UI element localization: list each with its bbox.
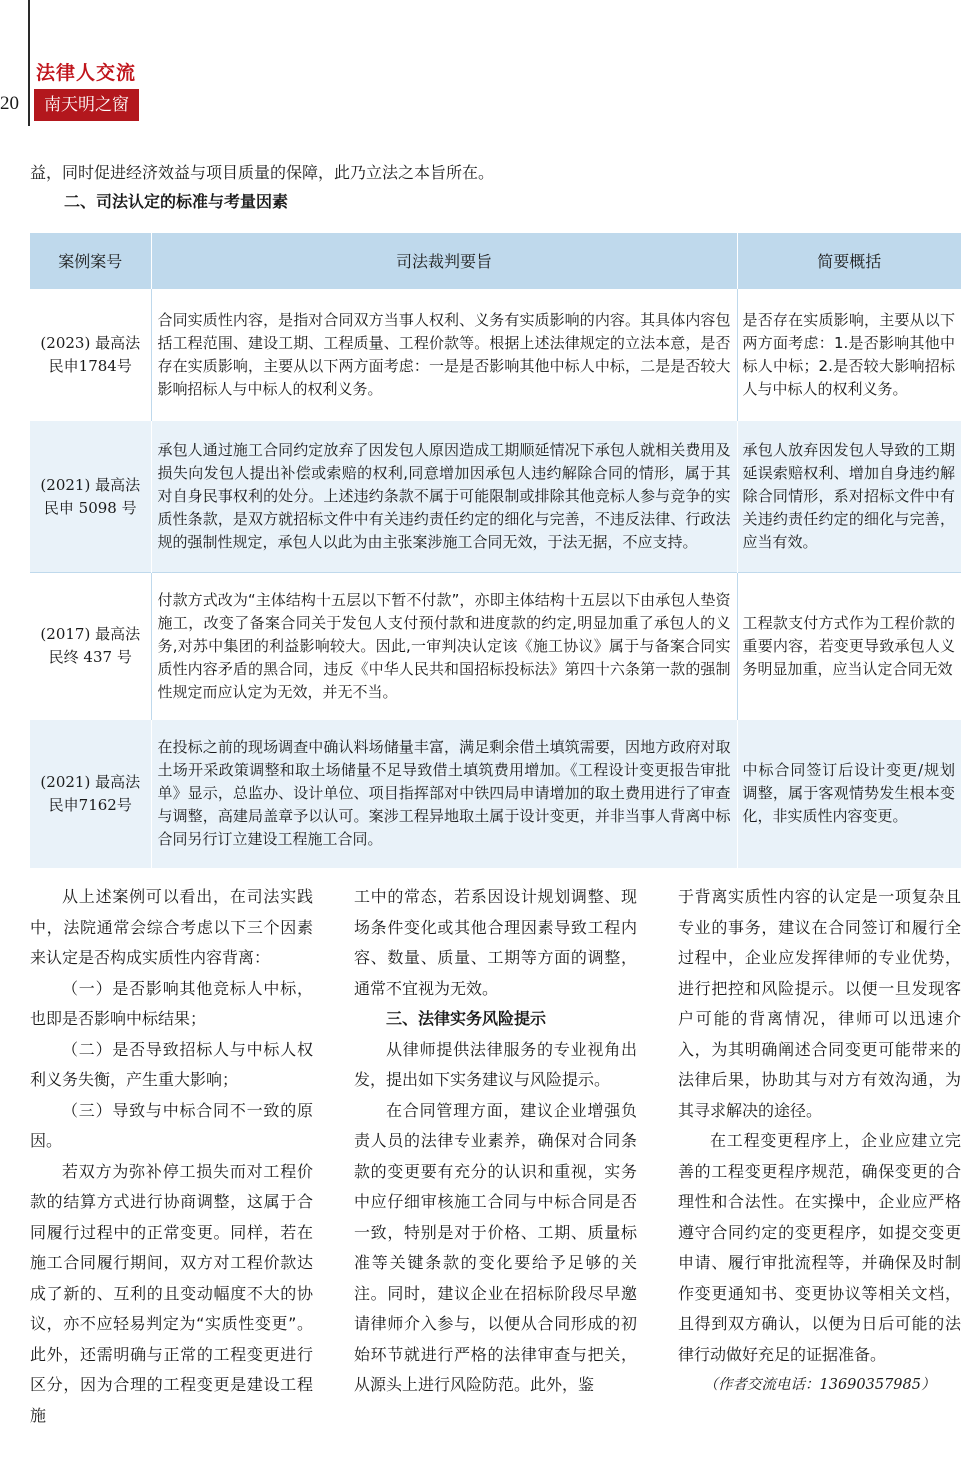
section-heading: 二、司法认定的标准与考量因素 bbox=[64, 192, 289, 211]
table-row bbox=[30, 720, 961, 868]
body-paragraph: 在工程变更程序上，企业应建立完善的工程变更程序规范，确保变更的合理性和合法性。在实操中，企业应严格遵守合同约定的变更程序，如提交变更申请、履行审批流程等，并确保及时制作变更通知书、变更协议等相关文档，且得到双方确认，以便为日后可能的法律行动做好充足的证据准备。 bbox=[678, 1131, 961, 1364]
header-divider bbox=[28, 0, 30, 126]
body-paragraph: 从上述案例可以看出，在司法实践中，法院通常会综合考虑以下三个因素来认定是否构成实质性内容背离： bbox=[30, 887, 313, 967]
table-row bbox=[30, 289, 961, 421]
table-row bbox=[30, 573, 961, 720]
table-row bbox=[30, 421, 961, 573]
case-number: (2023) 最高法民申1784号 bbox=[30, 289, 151, 421]
header-judgment-gist: 司法裁判要旨 bbox=[151, 233, 737, 289]
case-summary: 工程款支付方式作为工程价款的重要内容，若变更导致承包人义务明显加重，应当认定合同无效 bbox=[737, 573, 961, 720]
case-number: (2017) 最高法民终 437 号 bbox=[30, 573, 151, 720]
body-paragraph: （一）是否影响其他竞标人中标，也即是否影响中标结果； bbox=[30, 978, 313, 1028]
column-title: 法律人交流 bbox=[36, 62, 137, 84]
judgment-gist: 付款方式改为“主体结构十五层以下暂不付款”，亦即主体结构十五层以下由承包人垫资施工，改变了备案合同关于发包人支付预付款和进度款的约定,明显加重了承包人的义务,对苏中集团的利益影响较大。因此,一审判决认定该《施工协议》属于与备案合同实质性内容矛盾的黑合同，违反《中华人民共和国招标投标法》第四十六条第一款的强制性规定而应认定为无效，并无不当。 bbox=[151, 573, 737, 720]
judgment-gist: 在投标之前的现场调查中确认料场储量丰富，满足剩余借土填筑需要，因地方政府对取土场开采政策调整和取土场储量不足导致借土填筑费用增加。《工程设计变更报告审批单》显示，总监办、设计单位、项目指挥部对中铁四局申请增加的取土费用进行了审查与调整，高建局盖章予以认可。案涉工程异地取土属于设计变更，并非当事人背离中标合同另行订立建设工程施工合同。 bbox=[151, 720, 737, 868]
header-case-number: 案例案号 bbox=[30, 233, 151, 289]
header-summary: 简要概括 bbox=[737, 233, 961, 289]
author-contact: （作者交流电话：13690357985） bbox=[703, 1377, 936, 1393]
body-paragraph: （二）是否导致招标人与中标人权利义务失衡，产生重大影响； bbox=[30, 1039, 313, 1089]
section-tag: 南天明之窗 bbox=[34, 89, 139, 121]
body-column-2 bbox=[354, 882, 637, 1401]
case-number: (2021) 最高法民申 5098 号 bbox=[30, 421, 151, 573]
body-paragraph: 若双方为弥补停工损失而对工程价款的结算方式进行协商调整，这属于合同履行过程中的正常变更。同样，若在施工合同履行期间，双方对工程价款达成了新的、互利的且变动幅度不大的协议，亦不应轻易判定为“实质性变更”。此外，还需明确与正常的工程变更进行区分，因为合理的工程变更是建设工程施 bbox=[30, 1161, 313, 1425]
body-paragraph-continued: 工中的常态，若系因设计规划调整、现场条件变化或其他合理因素导致工程内容、数量、质量、工期等方面的调整，通常不宜视为无效。 bbox=[354, 887, 637, 998]
case-table bbox=[30, 233, 961, 868]
page-number: 20 bbox=[0, 93, 19, 114]
judgment-gist: 合同实质性内容，是指对合同双方当事人权利、义务有实质影响的内容。其具体内容包括工程范围、建设工期、工程质量、工程价款等。根据上述法律规定的立法本意，是否存在实质影响，主要从以下两方面考虑：一是是否影响其他中标人中标，二是是否较大影响招标人与中标人的权利义务。 bbox=[151, 289, 737, 421]
body-paragraph: （三）导致与中标合同不一致的原因。 bbox=[30, 1100, 313, 1150]
body-paragraph: 在合同管理方面，建议企业增强负责人员的法律专业素养，确保对合同条款的变更要有充分的认识和重视，实务中应仔细审核施工合同与中标合同是否一致，特别是对于价格、工期、质量标准等关键条款的变化要给予足够的关注。同时，建议企业在招标阶段尽早邀请律师介入参与，以便从合同形成的初始环节就进行严格的法律审查与把关，从源头上进行风险防范。此外，鉴 bbox=[354, 1100, 637, 1394]
body-paragraph-continued: 于背离实质性内容的认定是一项复杂且专业的事务，建议在合同签订和履行全过程中，企业应发挥律师的专业优势，进行把控和风险提示。以便一旦发现客户可能的背离情况，律师可以迅速介入，为其明确阐述合同变更可能带来的法律后果，协助其与对方有效沟通，为其寻求解决的途径。 bbox=[678, 887, 961, 1120]
judgment-gist: 承包人通过施工合同约定放弃了因发包人原因造成工期顺延情况下承包人就相关费用及损失向发包人提出补偿或索赔的权利,同意增加因承包人违约解除合同的情形，属于其对自身民事权利的处分。上述违约条款不属于可能限制或排除其他竞标人参与竞争的实质性条款，是双方就招标文件中有关违约责任约定的细化与完善，不违反法律、行政法规的强制性规定，承包人以此为由主张案涉施工合同无效，于法无据，不应支持。 bbox=[151, 421, 737, 573]
body-column-1 bbox=[30, 882, 313, 1431]
table-header-row bbox=[30, 233, 961, 289]
body-column-3 bbox=[678, 882, 961, 1401]
section-heading-3: 三、法律实务风险提示 bbox=[386, 1009, 547, 1028]
body-paragraph: 从律师提供法律服务的专业视角出发，提出如下实务建议与风险提示。 bbox=[354, 1039, 637, 1089]
case-summary: 承包人放弃因发包人导致的工期延误索赔权利、增加自身违约解除合同情形，系对招标文件中有关违约责任约定的细化与完善，应当有效。 bbox=[737, 421, 961, 573]
case-number: (2021) 最高法民申7162号 bbox=[30, 720, 151, 868]
continued-paragraph: 益，同时促进经济效益与项目质量的保障，此乃立法之本旨所在。 bbox=[30, 163, 495, 182]
case-summary: 中标合同签订后设计变更/规划调整，属于客观情势发生根本变化，非实质性内容变更。 bbox=[737, 720, 961, 868]
case-summary: 是否存在实质影响，主要从以下两方面考虑：1.是否影响其他中标人中标；2.是否较大影响招标人与中标人的权利义务。 bbox=[737, 289, 961, 421]
